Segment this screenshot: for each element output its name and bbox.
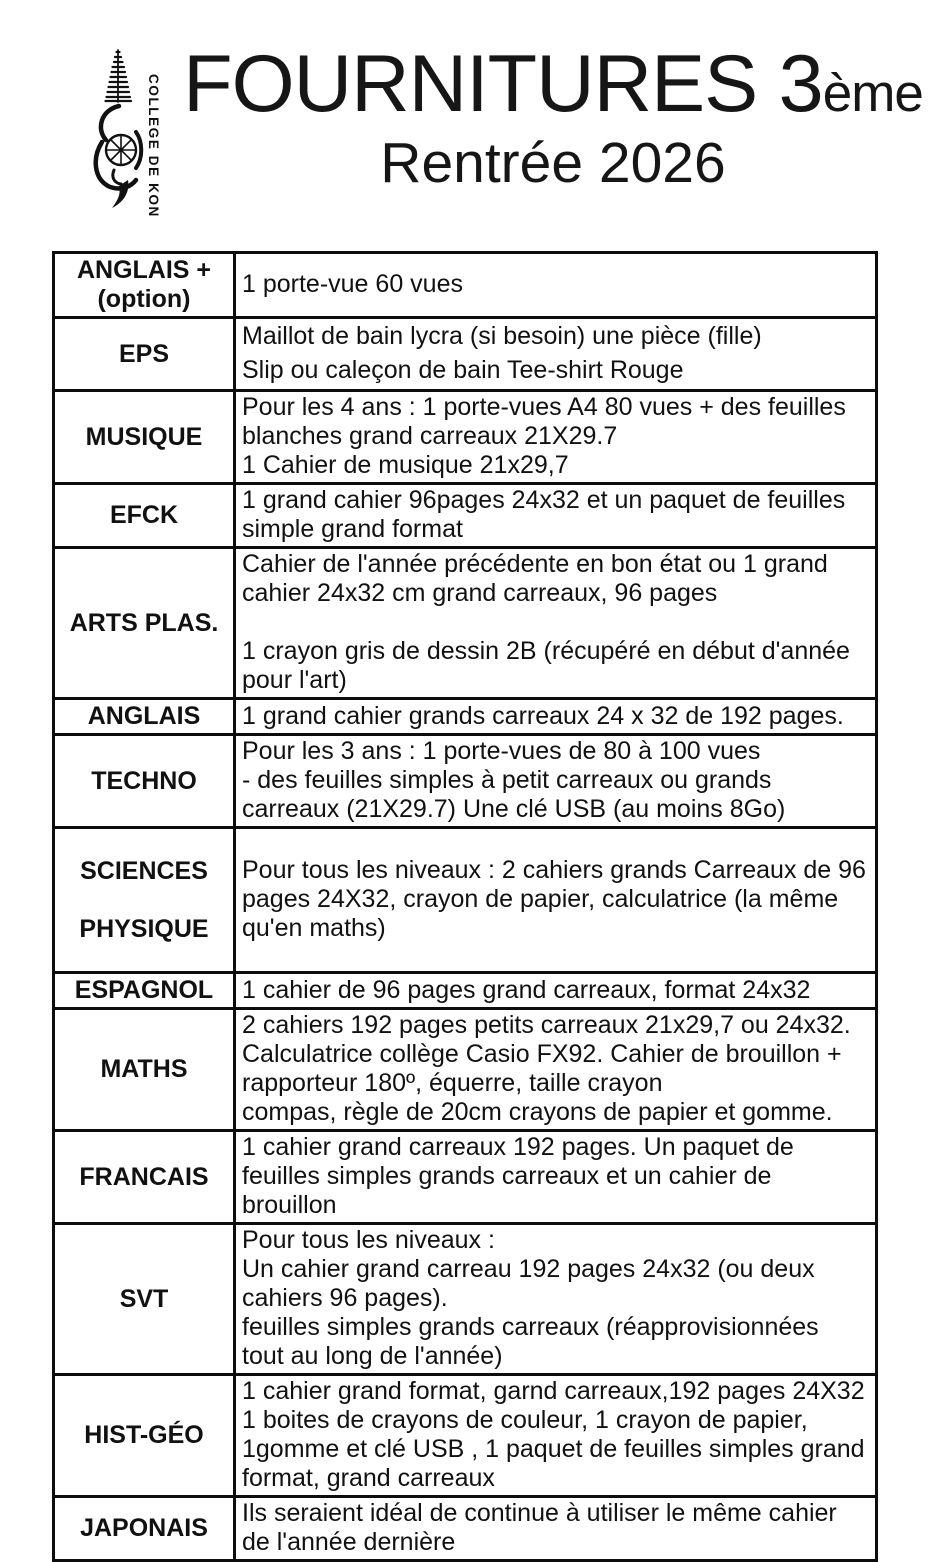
supply-table-body xyxy=(54,253,877,1561)
kanak-carving-icon xyxy=(86,44,178,216)
title-block xyxy=(178,39,942,195)
subject-label-line: SVT xyxy=(119,1284,169,1313)
page-title-suffix: ème xyxy=(822,64,923,123)
supplies-cell xyxy=(235,484,877,548)
supply-item-line: Cahier de l'année précédente en bon état ou 1 grand cahier 24x32 cm grand carreaux, 96 pages xyxy=(242,550,828,607)
supply-item-line: 1 Cahier de musique 21x29,7 xyxy=(242,451,569,479)
supplies-table xyxy=(52,251,878,1562)
subject-cell xyxy=(54,1009,235,1131)
subject-label-line: TECHNO xyxy=(91,766,197,795)
subject-cell xyxy=(54,1375,235,1497)
table-row xyxy=(54,391,877,484)
supplies-cell xyxy=(235,699,877,735)
subject-label-line: JAPONAIS xyxy=(80,1514,208,1542)
subject-label-line: MATHS xyxy=(100,1055,188,1083)
subject-cell xyxy=(54,973,235,1009)
subject-label-line: ANGLAIS + xyxy=(76,256,212,284)
subject-label-line: (option) xyxy=(97,285,191,313)
subject-label-line xyxy=(59,886,229,915)
supply-item-line: Slip ou caleçon de bain Tee-shirt Rouge xyxy=(242,356,684,384)
supply-item-line: 1 boites de crayons de couleur, 1 crayon de papier, 1gomme et clé USB , 1 paquet de feuilles simples grand format, grand carreaux xyxy=(242,1406,865,1492)
page-title-main: FOURNITURES 3 xyxy=(183,39,823,129)
subject-label-line: SCIENCES xyxy=(80,856,208,885)
subject-label-line: FRANCAIS xyxy=(79,1162,209,1191)
supply-item-line: Maillot de bain lycra (si besoin) une pièce (fille) xyxy=(242,322,762,350)
subject-cell xyxy=(54,1497,235,1561)
supplies-cell xyxy=(235,828,877,973)
subject-label-line: EPS xyxy=(118,339,170,368)
supply-item-line: Pour tous les niveaux : 2 cahiers grands Carreaux de 96 pages 24X32, crayon de papier, calculatrice (la même qu'en maths) xyxy=(242,856,866,942)
supply-item-line: 1 cahier grand carreaux 192 pages. Un paquet de feuilles simples grands carreaux et un cahier de brouillon xyxy=(242,1133,794,1219)
supply-item-line: 1 grand cahier 96pages 24x32 et un paquet de feuilles simple grand format xyxy=(242,486,846,543)
supply-item-line: feuilles simples grands carreaux (réapprovisionnées tout au long de l'année) xyxy=(242,1313,819,1370)
table-row xyxy=(54,735,877,828)
supplies-cell xyxy=(235,391,877,484)
supplies-cell xyxy=(235,1375,877,1497)
table-row xyxy=(54,973,877,1009)
subject-label-line: PHYSIQUE xyxy=(79,914,209,943)
table-row xyxy=(54,484,877,548)
subject-label-line: ARTS PLAS. xyxy=(69,608,219,637)
supplies-cell xyxy=(235,1497,877,1561)
supplies-cell xyxy=(235,548,877,699)
subject-label-line: ANGLAIS xyxy=(87,702,201,730)
supply-item-line: 1 porte-vue 60 vues xyxy=(242,270,463,298)
supplies-cell xyxy=(235,1009,877,1131)
supplies-cell xyxy=(235,973,877,1009)
supply-item-line: 1 cahier de 96 pages grand carreaux, format 24x32 xyxy=(242,975,811,1004)
subject-cell xyxy=(54,735,235,828)
page-title xyxy=(178,39,928,129)
subject-label-line: EFCK xyxy=(109,501,179,529)
supply-item-line xyxy=(242,608,867,637)
supply-item-line: 1 grand cahier grands carreaux 24 x 32 de 192 pages. xyxy=(242,701,844,730)
table-row xyxy=(54,1009,877,1131)
subject-cell xyxy=(54,828,235,973)
subject-cell xyxy=(54,1224,235,1375)
school-logo xyxy=(86,44,178,221)
supply-item-line: 2 cahiers 192 pages petits carreaux 21x29,7 ou 24x32. Calculatrice collège Casio FX92. Cahier de brouillon + rapporteur 180º, équerre, taille crayon xyxy=(242,1011,851,1097)
table-row xyxy=(54,1375,877,1497)
table-row xyxy=(54,1224,877,1375)
supply-item-line: 1 cahier grand format, garnd carreaux,192 pages 24X32 xyxy=(242,1377,865,1405)
supply-item-line: - des feuilles simples à petit carreaux ou grands carreaux (21X29.7) Une clé USB (au moins 8Go) xyxy=(242,766,786,823)
supply-item-line: Ils seraient idéal de continue à utiliser le même cahier de l'année dernière xyxy=(242,1499,837,1556)
supplies-cell xyxy=(235,253,877,318)
supplies-table-wrap xyxy=(52,251,942,1562)
subject-label-line: MUSIQUE xyxy=(85,422,203,451)
supply-item-line: 1 crayon gris de dessin 2B (récupéré en début d'année pour l'art) xyxy=(242,637,850,694)
supply-item-line: compas, règle de 20cm crayons de papier et gomme. xyxy=(242,1098,833,1126)
subject-cell xyxy=(54,1131,235,1224)
table-row xyxy=(54,1497,877,1561)
subject-label-line: ESPAGNOL xyxy=(74,976,214,1004)
subject-cell xyxy=(54,318,235,391)
supply-item-line: Pour les 4 ans : 1 porte-vues A4 80 vues + des feuilles blanches grand carreaux 21X29.7 xyxy=(242,393,846,450)
table-row xyxy=(54,253,877,318)
supply-item-line: Pour les 3 ans : 1 porte-vues de 80 à 100 vues xyxy=(242,737,761,765)
supplies-cell xyxy=(235,318,877,391)
supply-item-line: Pour tous les niveaux : xyxy=(242,1226,495,1254)
page-subtitle: Rentrée 2026 xyxy=(380,131,726,195)
supplies-cell xyxy=(235,1131,877,1224)
subject-label-line: HIST-GÉO xyxy=(84,1421,204,1449)
supply-item-line: Un cahier grand carreau 192 pages 24x32 (ou deux cahiers 96 pages). xyxy=(242,1255,815,1312)
table-row xyxy=(54,318,877,391)
supplies-cell xyxy=(235,735,877,828)
subject-cell xyxy=(54,253,235,318)
table-row xyxy=(54,828,877,973)
supplies-cell xyxy=(235,1224,877,1375)
logo-text: COLLEGE DE KONE xyxy=(146,74,161,216)
table-row xyxy=(54,699,877,735)
subject-cell xyxy=(54,548,235,699)
table-row xyxy=(54,548,877,699)
table-row xyxy=(54,1131,877,1224)
page-header xyxy=(0,0,942,221)
subject-cell xyxy=(54,391,235,484)
subject-cell xyxy=(54,484,235,548)
subject-cell xyxy=(54,699,235,735)
